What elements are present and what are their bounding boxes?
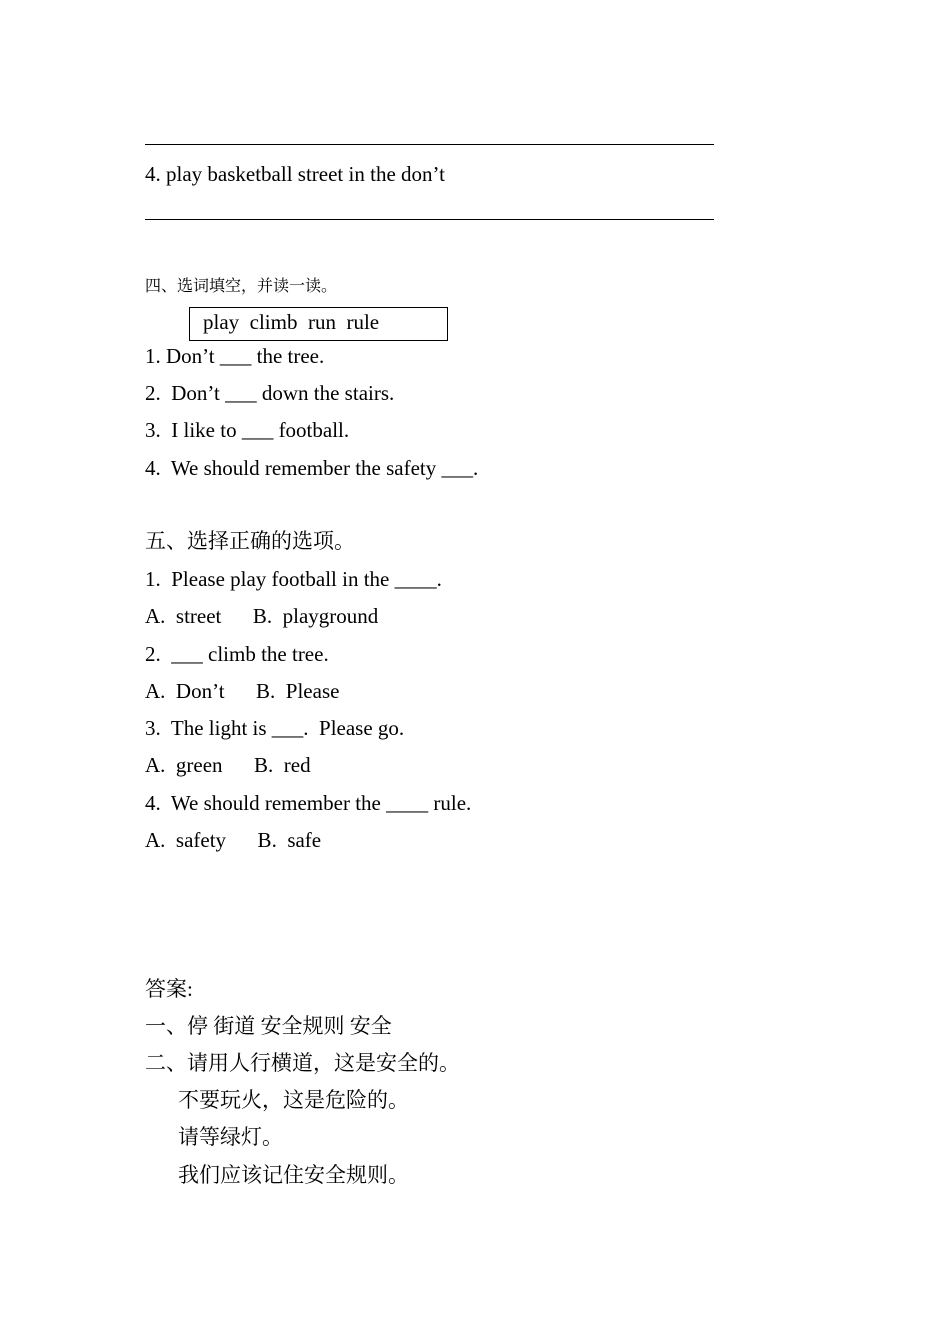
section4-item-1: 1. Don’t ___ the tree. — [145, 344, 325, 368]
section5-question-3: 3. The light is ___. Please go. — [145, 716, 405, 740]
answers-title: 答案: — [145, 977, 193, 1001]
answer-line — [145, 219, 714, 220]
answers-line-5: 我们应该记住安全规则。 — [178, 1163, 409, 1187]
answers-line-2: 二、请用人行横道，这是安全的。 — [145, 1051, 460, 1075]
section5-options-4: A. safety B. safe — [145, 828, 322, 852]
section4-title: 四、选词填空，并读一读。 — [145, 278, 338, 295]
section3-item-4: 4. play basketball street in the don’t — [145, 162, 445, 186]
section5-options-2: A. Don’t B. Please — [145, 679, 340, 703]
section5-options-3: A. green B. red — [145, 753, 311, 777]
section5-question-4: 4. We should remember the ____ rule. — [145, 791, 472, 815]
section5-options-1: A. street B. playground — [145, 604, 379, 628]
word-bank-text: play climb run rule — [203, 310, 380, 334]
word-bank-box — [189, 307, 448, 341]
section5-question-1: 1. Please play football in the ____. — [145, 567, 442, 591]
answers-line-3: 不要玩火，这是危险的。 — [178, 1088, 409, 1112]
answer-line — [145, 144, 714, 145]
answers-line-4: 请等绿灯。 — [178, 1125, 283, 1149]
section4-item-4: 4. We should remember the safety ___. — [145, 456, 479, 480]
section5-title: 五、选择正确的选项。 — [145, 529, 355, 553]
answers-line-1: 一、停 街道 安全规则 安全 — [145, 1014, 392, 1038]
section4-item-2: 2. Don’t ___ down the stairs. — [145, 381, 395, 405]
section5-question-2: 2. ___ climb the tree. — [145, 642, 329, 666]
section4-item-3: 3. I like to ___ football. — [145, 418, 350, 442]
